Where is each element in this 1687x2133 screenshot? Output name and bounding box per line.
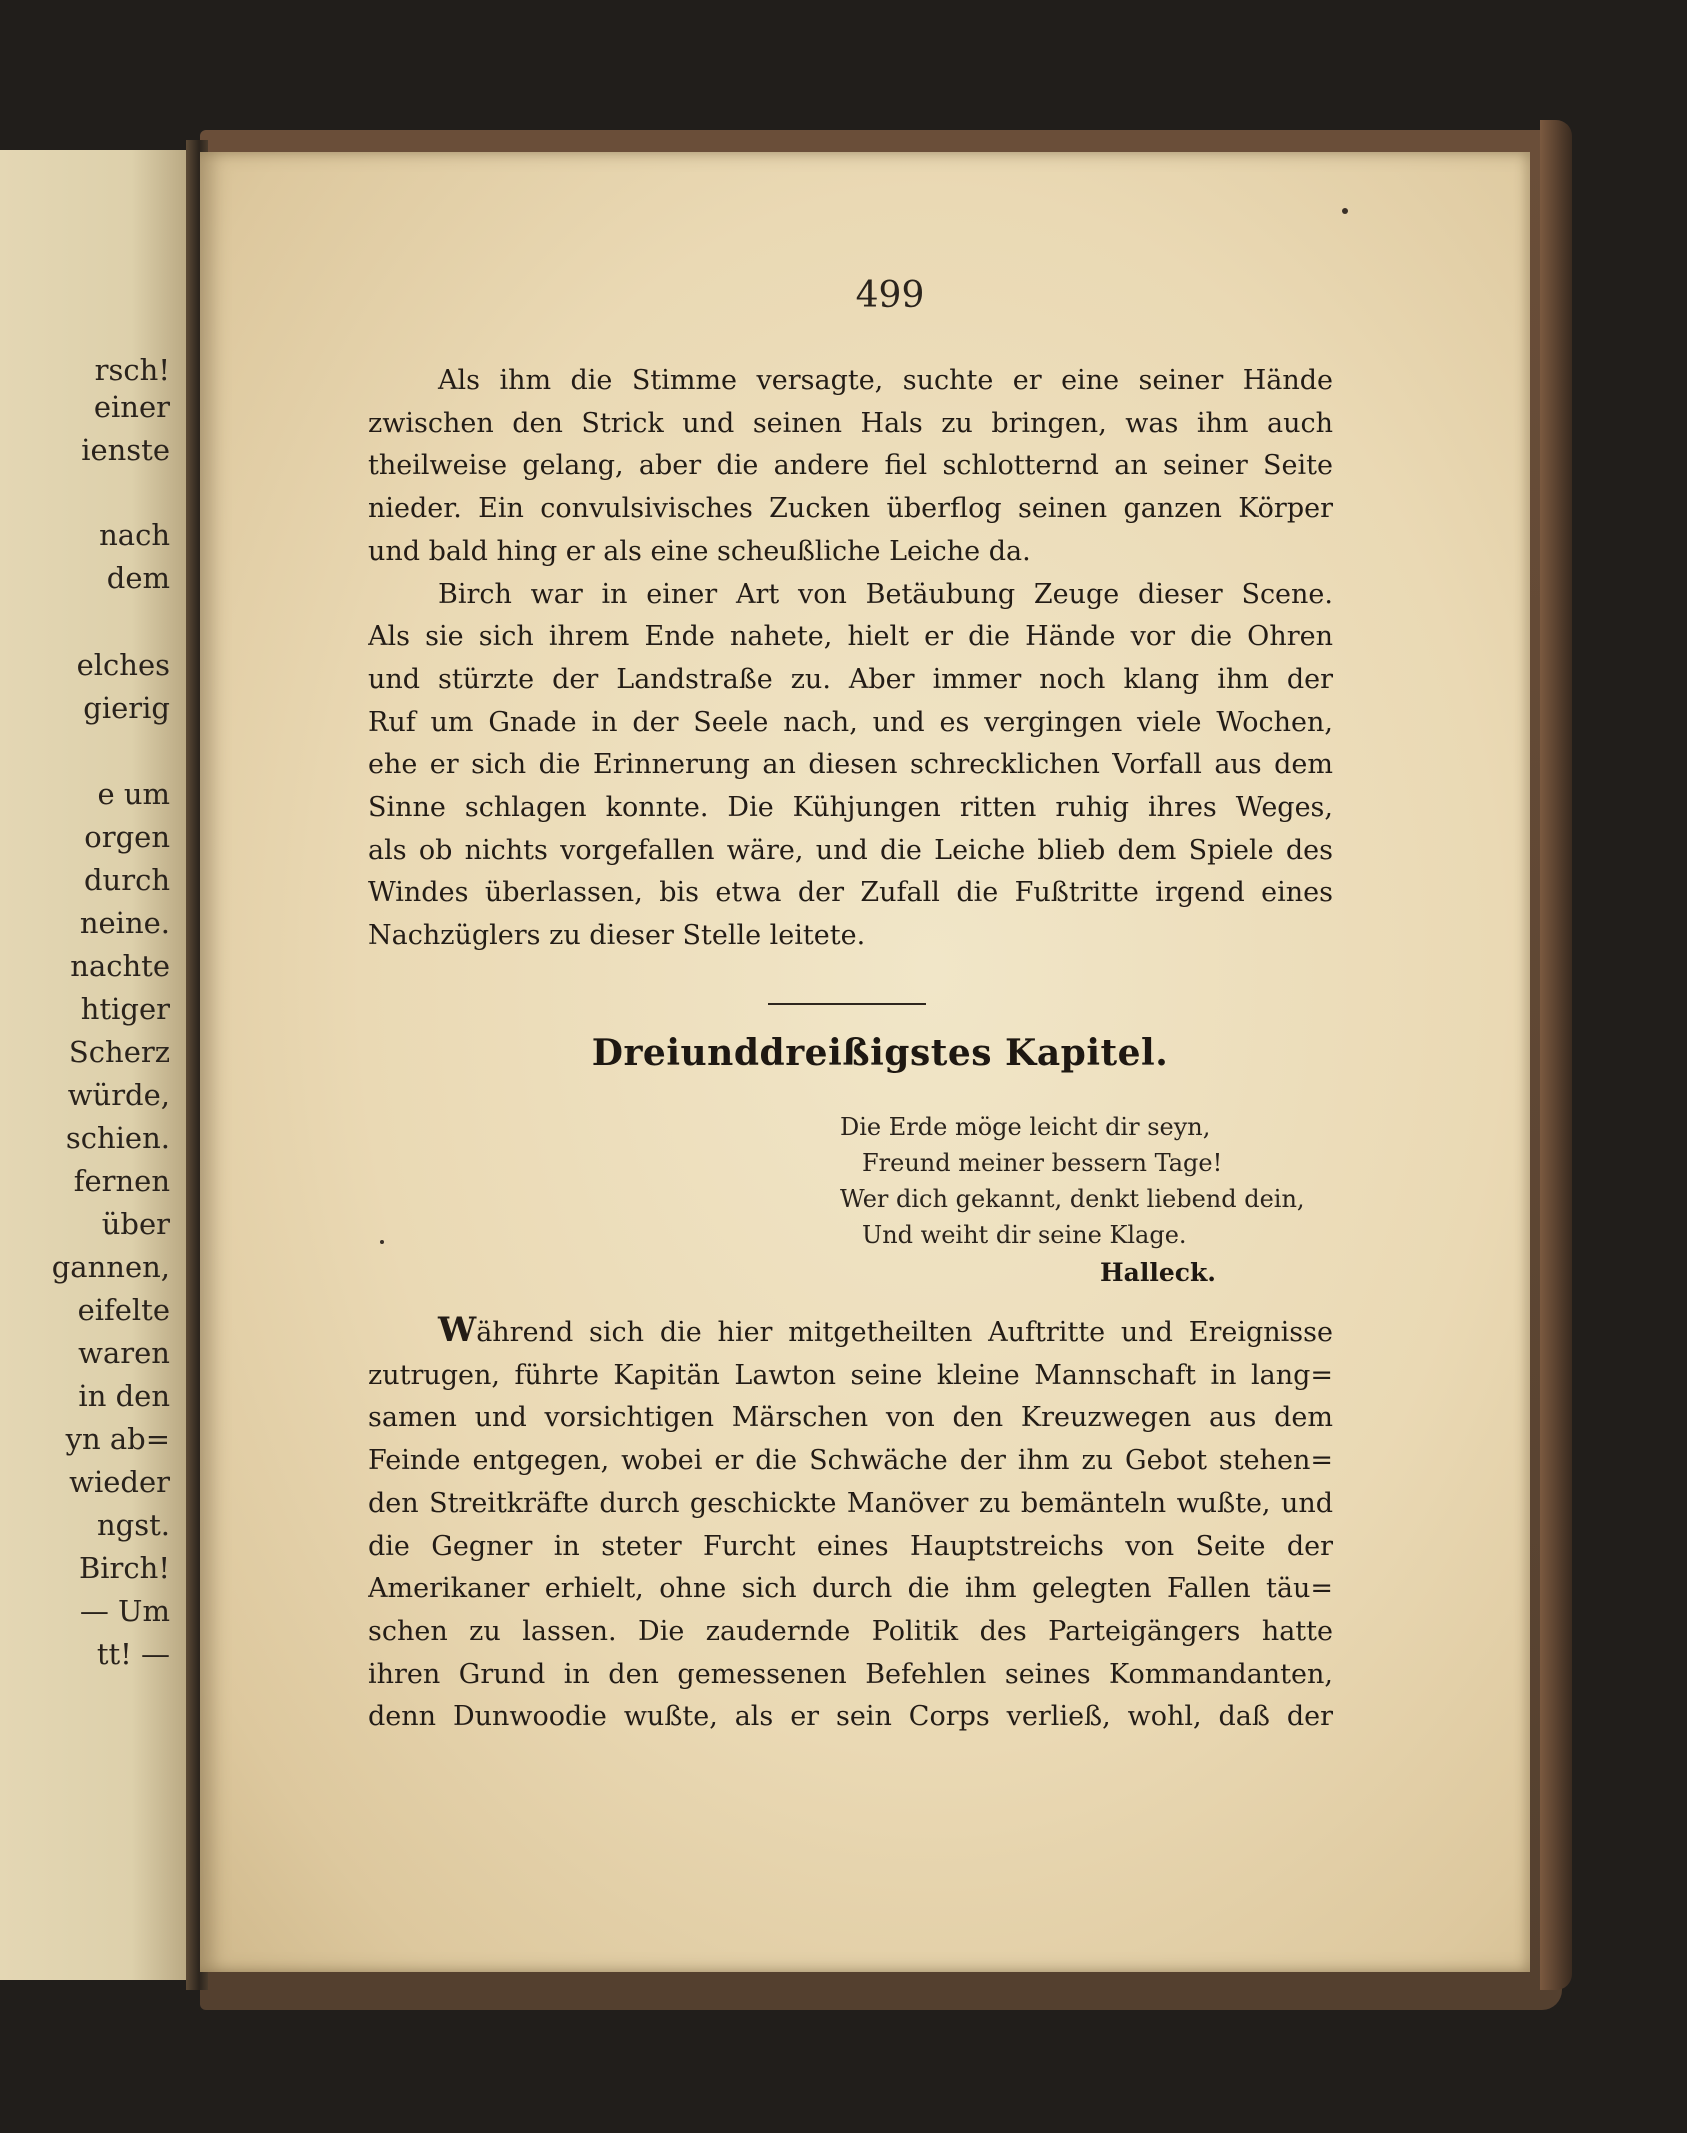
left-page-fragment: tt! — — [96, 1637, 170, 1671]
left-page-fragment: schien. — [65, 1121, 170, 1155]
chapter-title: Dreiunddreißigstes Kapitel. — [591, 1032, 1169, 1074]
book-cover-edge — [1540, 120, 1572, 1990]
left-page-fragment: orgen — [84, 820, 170, 854]
left-page-fragment: neine. — [79, 906, 170, 940]
left-page-fragment: fernen — [73, 1164, 170, 1198]
left-page-fragment: htiger — [80, 992, 170, 1026]
left-page-fragment: e um — [97, 777, 170, 811]
text-line: Als ihm die Stimme versagte, suchte er eine seiner Hände — [438, 365, 1333, 396]
text-line: ehe er sich die Erinnerung an diesen schrecklichen Vorfall aus dem — [368, 749, 1333, 781]
epigraph-line: Die Erde möge leicht dir seyn, — [840, 1113, 1211, 1141]
left-page-fragment: — Um — [79, 1594, 170, 1628]
left-page-fragment: einer — [93, 390, 170, 424]
left-page-fragment: gierig — [83, 691, 170, 725]
text-line: zutrugen, führte Kapitän Lawton seine kleine Mannschaft in lang= — [368, 1359, 1333, 1391]
text-line: Als sie sich ihrem Ende nahete, hielt er die Hände vor die Ohren — [368, 621, 1333, 653]
left-page-fragment: Birch! — [78, 1551, 170, 1585]
text-line: Feinde entgegen, wobei er die Schwäche der ihm zu Gebot stehen= — [368, 1445, 1333, 1477]
initial-letter: W — [438, 1310, 477, 1350]
left-page-fragment: wieder — [69, 1465, 170, 1499]
left-page-fragment: gannen, — [51, 1250, 170, 1284]
paper-speck — [1342, 208, 1348, 214]
left-page-fragment: eifelte — [77, 1293, 170, 1327]
left-page-fragment: ngst. — [97, 1508, 170, 1542]
left-page-edge — [0, 150, 188, 1980]
left-page-fragment: Scherz — [68, 1035, 170, 1069]
left-page-fragment: elches — [76, 648, 170, 682]
text-line: samen und vorsichtigen Märschen von den Kreuzwegen aus dem — [368, 1402, 1333, 1434]
left-page-fragment: rsch! — [94, 353, 170, 387]
left-page-fragment: würde, — [67, 1078, 170, 1112]
paragraph-continued — [368, 360, 1333, 958]
text-line: die Gegner in steter Furcht eines Hauptstreichs von Seite der — [368, 1530, 1333, 1562]
text-line: nieder. Ein convulsivisches Zucken überflog seinen ganzen Körper — [368, 493, 1333, 525]
chapter-paragraph — [368, 1309, 1333, 1739]
page-number: 499 — [855, 275, 925, 316]
text-line: schen zu lassen. Die zaudernde Politik des Parteigängers hatte — [368, 1615, 1333, 1647]
text-line: den Streitkräfte durch geschickte Manöver zu bemänteln wußte, und — [368, 1487, 1333, 1519]
paper-speck — [380, 1240, 384, 1244]
text-line: Sinne schlagen konnte. Die Kühjungen ritten ruhig ihres Weges, — [368, 792, 1333, 824]
text-line: Windes überlassen, bis etwa der Zufall die Fußtritte irgend eines — [368, 877, 1333, 909]
text-line: Birch war in einer Art von Betäubung Zeuge dieser Scene. — [438, 578, 1333, 610]
text-line — [368, 1309, 1333, 1355]
epigraph-author: Halleck. — [1100, 1258, 1216, 1287]
epigraph — [840, 1109, 1340, 1253]
left-page-fragment: nach — [99, 518, 170, 552]
text-line: zwischen den Strick und seinen Hals zu bringen, was ihm auch — [368, 407, 1333, 439]
left-page-fragment: yn ab= — [65, 1422, 170, 1456]
text-line: ihren Grund in den gemessenen Befehlen seines Kommandanten, — [368, 1658, 1333, 1690]
text-line: denn Dunwoodie wußte, als er sein Corps verließ, wohl, daß der — [368, 1701, 1333, 1733]
epigraph-line: Und weiht dir seine Klage. — [862, 1221, 1187, 1249]
left-page-fragment: in den — [78, 1379, 170, 1413]
left-page-fragment: ienste — [81, 433, 170, 467]
text-line: und stürzte der Landstraße zu. Aber immer noch klang ihm der — [368, 663, 1333, 695]
text-line: als ob nichts vorgefallen wäre, und die Leiche blieb dem Spiele des — [368, 834, 1333, 866]
left-page-fragment: über — [101, 1207, 170, 1241]
left-page-fragment: waren — [78, 1336, 170, 1370]
text-line: und bald hing er als eine scheußliche Leiche da. — [368, 535, 1031, 567]
text-line: Amerikaner erhielt, ohne sich durch die ihm gelegten Fallen täu= — [368, 1573, 1333, 1605]
text-line: Ruf um Gnade in der Seele nach, und es vergingen viele Wochen, — [368, 706, 1333, 738]
section-divider — [768, 1003, 926, 1005]
text-line: Nachzüglers zu dieser Stelle leitete. — [368, 920, 866, 952]
book-page — [200, 152, 1530, 1972]
left-page-fragment: dem — [106, 561, 170, 595]
left-page-fragment: nachte — [70, 949, 170, 983]
left-page-fragment: durch — [83, 863, 170, 897]
epigraph-line: Freund meiner bessern Tage! — [862, 1149, 1223, 1177]
text-line: theilweise gelang, aber die andere fiel schlotternd an seiner Seite — [368, 450, 1333, 482]
text-line-rest: ährend sich die hier mitgetheilten Auftritte und Ereignisse — [476, 1317, 1333, 1348]
epigraph-line: Wer dich gekannt, denkt liebend dein, — [840, 1185, 1305, 1213]
